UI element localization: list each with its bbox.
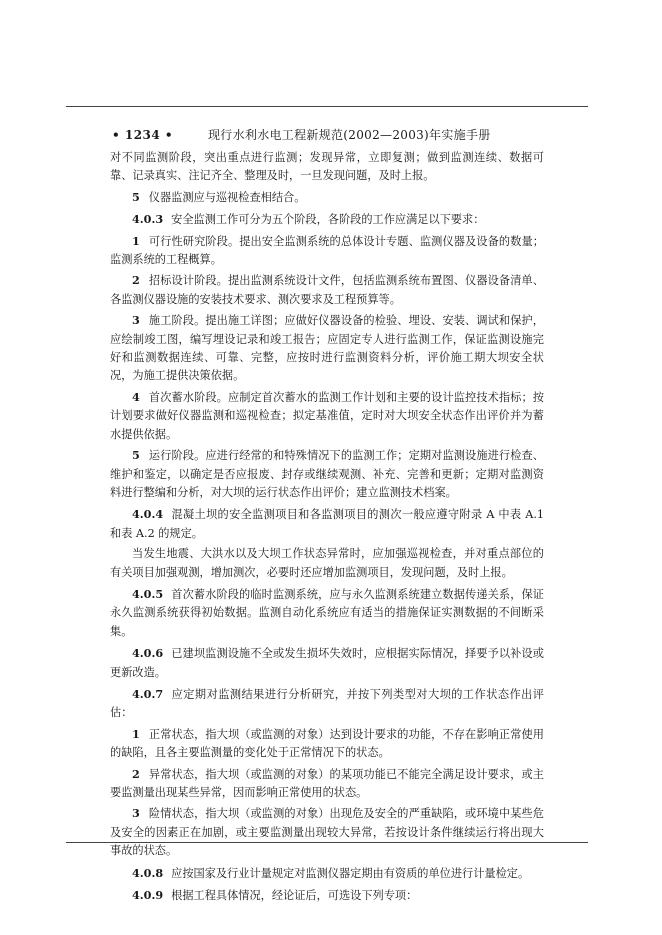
- list-item: [110, 725, 544, 763]
- item-number: 3: [132, 313, 140, 328]
- item-text: 招标设计阶段。提出监测系统设计文件，包括监测系统布置图、仪器设备清单、各监测仪器设施的安装技术要求、测次要求及工程预算等。: [110, 274, 544, 306]
- page-number: • 1234 •: [112, 128, 174, 142]
- clause-text: 安全监测工作可分为五个阶段，各阶段的工作应满足以下要求：: [171, 213, 485, 227]
- clause-number: 4.0.5: [132, 586, 164, 601]
- bottom-rule: [66, 842, 588, 843]
- clause-number: 4.0.7: [132, 686, 164, 701]
- clause-text: 应定期对监测结果进行分析研究，并按下列类型对大坝的工作状态作出评估：: [110, 687, 544, 720]
- book-title: 现行水利水电工程新规范(2002—2003)年实施手册: [208, 128, 491, 142]
- item-number: 3: [132, 806, 140, 821]
- item-text: 异常状态，指大坝（或监测的对象）的某项功能已不能完全满足设计要求，或主要监测量出现某些异常，因而影响正常使用的状态。: [110, 767, 544, 799]
- list-item: [110, 232, 544, 270]
- item-number: 2: [132, 766, 140, 781]
- paragraph: [110, 149, 544, 186]
- item-number: 4: [132, 389, 140, 404]
- list-item: [110, 311, 544, 386]
- paragraph-text: 当发生地震、大洪水以及大坝工作状态异常时，应加强巡视检查，并对重点部位的有关项目加强观测，增加测次，必要时还应增加监测项目，发现问题，及时上报。: [110, 547, 544, 579]
- clause-text: 已建坝监测设施不全或发生损坏失效时，应根据实际情况，择要予以补设或更新改造。: [110, 647, 544, 679]
- list-item: [110, 765, 544, 803]
- page-body: [110, 149, 544, 907]
- list-item: [110, 271, 544, 309]
- clause-text: 应按国家及行业计量规定对监测仪器定期由有资质的单位进行计量检定。: [171, 866, 530, 880]
- running-header: [112, 125, 588, 145]
- paragraph: [110, 545, 544, 582]
- clause: [110, 685, 544, 723]
- paragraph-text: 对不同监测阶段，突出重点进行监测；发现异常，立即复测；做到监测连续、数据可靠、记录真实、注记齐全、整理及时，一旦发现问题，及时上报。: [110, 151, 544, 183]
- clause: [110, 864, 544, 883]
- clause: [110, 585, 544, 641]
- item-number: 5: [132, 189, 140, 204]
- clause-number: 4.0.9: [132, 888, 164, 903]
- clause: [110, 886, 544, 905]
- clause-number: 4.0.6: [132, 646, 164, 661]
- clause: [110, 505, 544, 543]
- item-number: 2: [132, 273, 140, 288]
- item-text: 可行性研究阶段。提出安全监测系统的总体设计专题、监测仪器及设备的数量；监测系统的工程概算。: [110, 234, 544, 267]
- clause-number: 4.0.4: [132, 507, 164, 522]
- list-item: [110, 804, 544, 860]
- list-item: [110, 188, 544, 207]
- item-text: 施工阶段。提出施工详图；应做好仪器设备的检验、埋设、安装、调试和保护，应绘制竣工图，编写埋设记录和竣工报告；应固定专人进行监测工作，保证监测设施完好和监测数据连续、可靠、完整，应按时进行监测资料分析，评价施工期大坝安全状况，为施工提供决策依据。: [110, 314, 544, 383]
- clause-text: 根据工程具体情况，经论证后，可选设下列专项：: [171, 889, 418, 903]
- list-item: [110, 388, 544, 444]
- clause: [110, 644, 544, 682]
- item-text: 首次蓄水阶段。应制定首次蓄水的监测工作计划和主要的设计监控技术指标；按计划要求做好仪器监测和巡视检查；拟定基准值，定时对大坝安全状态作出评价并为蓄水提供依据。: [110, 390, 544, 441]
- clause-text: 首次蓄水阶段的临时监测系统，应与永久监测系统建立数据传递关系，保证永久监测系统获得初始数据。监测自动化系统应有适当的措施保证实测数据的不间断采集。: [110, 587, 544, 638]
- item-text: 仪器监测应与巡视检查相结合。: [148, 190, 306, 204]
- item-number: 1: [132, 726, 140, 741]
- list-item: [110, 446, 544, 502]
- item-text: 运行阶段。应进行经常的和特殊情况下的监测工作；定期对监测设施进行检查、维护和鉴定，以确定是否应报废、封存或继续观测、补充、完善和更新；定期对监测资料进行整编和分析，对大坝的运行状态作出评价；建立监测技术档案。: [110, 449, 544, 499]
- clause: [110, 210, 544, 229]
- clause-number: 4.0.8: [132, 865, 164, 880]
- item-number: 5: [132, 448, 140, 463]
- item-text: 正常状态，指大坝（或监测的对象）达到设计要求的功能，不存在影响正常使用的缺陷，且各主要监测量的变化处于正常情况下的状态。: [110, 727, 544, 760]
- clause-text: 混凝土坝的安全监测项目和各监测项目的测次一般应遵守附录 A 中表 A.1 和表 A.2 的规定。: [110, 508, 544, 540]
- item-text: 险情状态，指大坝（或监测的对象）出现危及安全的严重缺陷，或环境中某些危及安全的因素正在加剧，或主要监测量出现较大异常，若按设计条件继续运行将出现大事故的状态。: [110, 807, 544, 858]
- item-number: 1: [132, 233, 140, 248]
- top-rule: [66, 106, 588, 107]
- clause-number: 4.0.3: [132, 212, 164, 227]
